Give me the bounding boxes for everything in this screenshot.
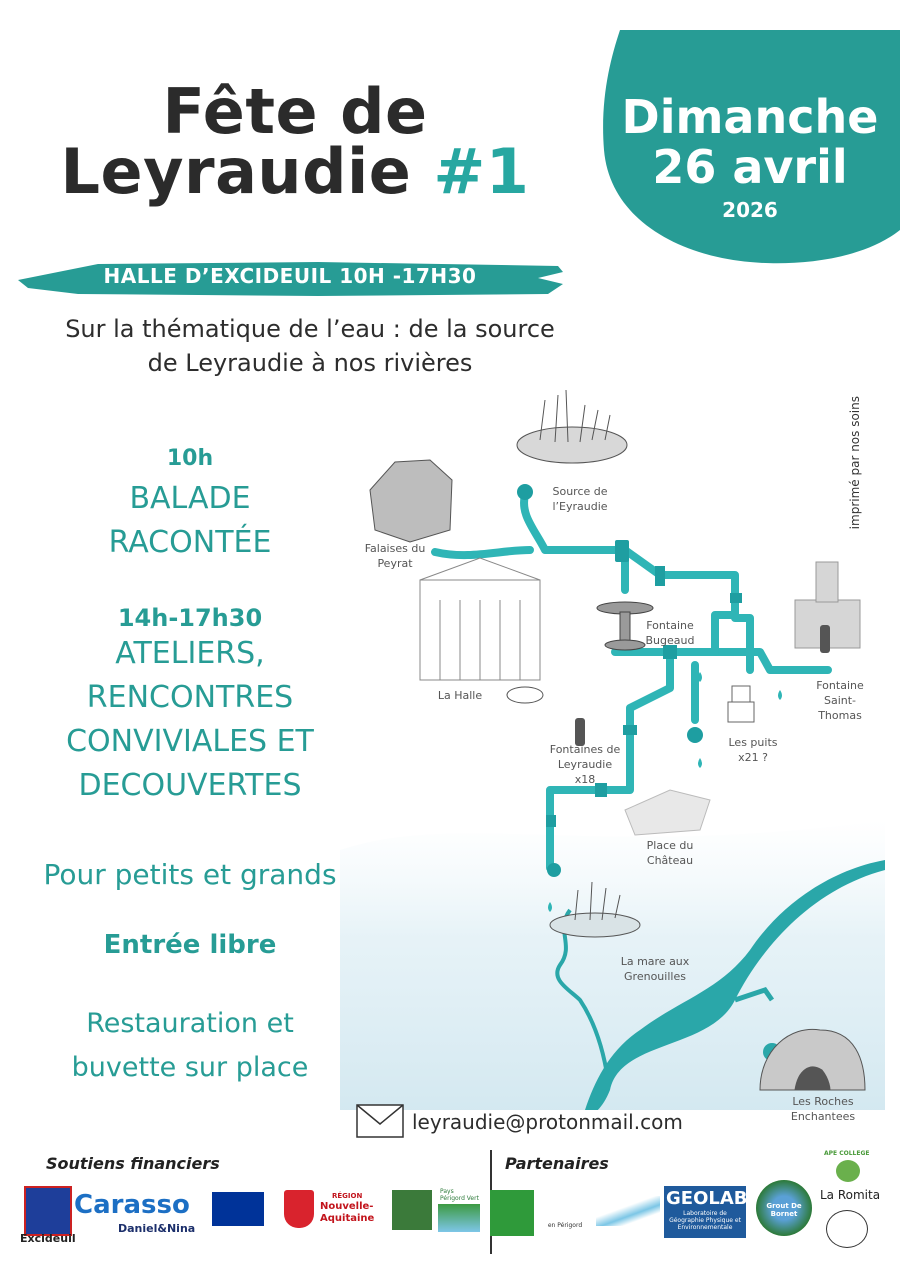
partner-logo-grout-label: Grout De Bornet: [766, 1202, 802, 1218]
title-line-2: [60, 135, 530, 208]
label-saint-thomas-line-1: Fontaine: [816, 679, 864, 692]
logo-region-word: RÉGION: [332, 1192, 363, 1200]
sketch-marsh-top: [517, 390, 627, 463]
label-puits-line-1: Les puits: [728, 736, 778, 749]
label-roches-line-2: Enchantees: [790, 1110, 856, 1123]
contact-email[interactable]: leyraudie@protonmail.com: [412, 1110, 683, 1134]
label-fontaines-line-1: Fontaines de: [549, 743, 621, 756]
label-fontaines-line-2: Leyraudie: [557, 758, 613, 771]
partner-logo-geolab: GEOLAB: [666, 1188, 748, 1209]
partner-logo-romita: La Romita: [820, 1188, 881, 1202]
afternoon-line-1: ATELIERS,: [115, 636, 265, 671]
printed-note: imprimé par nos soins: [848, 396, 862, 530]
partner-logo-geolab-sub: Laboratoire de Géographie Physique et Environnementale: [669, 1210, 741, 1231]
entry-text: Entrée libre: [103, 930, 277, 960]
logo-excideuil-label: Excideuil: [20, 1232, 76, 1245]
label-mare: [610, 954, 700, 984]
food-line-1: Restauration et: [86, 1008, 294, 1039]
label-puits: [718, 735, 788, 765]
label-chateau-line-1: Place du: [646, 839, 694, 852]
label-source-line-1: Source de: [552, 485, 608, 498]
food-text: [20, 1002, 360, 1090]
label-chateau-line-2: Château: [646, 854, 694, 867]
label-puits-line-2: x21 ?: [738, 751, 768, 764]
date-day: Dimanche: [621, 90, 879, 144]
audience-text: Pour petits et grands: [43, 858, 337, 891]
afternoon-line-2: RENCONTRES: [86, 680, 294, 715]
partner-logo-ape: APE COLLEGE: [824, 1150, 870, 1157]
label-source: [540, 484, 620, 514]
title-number: #1: [433, 135, 530, 208]
label-roches: [778, 1094, 868, 1124]
food-line-2: buvette sur place: [71, 1052, 309, 1083]
sketch-well: [728, 686, 754, 722]
venue-hours: HALLE D’EXCIDEUIL 10H -17H30: [103, 264, 477, 288]
label-chateau: [630, 838, 710, 868]
label-falaises-line-1: Falaises du: [364, 542, 426, 555]
logo-pays-image: [438, 1204, 480, 1232]
morning-line-2: RACONTÉE: [108, 525, 272, 560]
afternoon-line-3: CONVIVIALES ET: [66, 724, 314, 759]
sketch-rocks-falaises: [370, 460, 452, 542]
event-title: [60, 75, 530, 208]
sketch-manhole: [507, 687, 543, 703]
logo-leader: [392, 1190, 432, 1230]
label-mare-line-1: La mare aux: [620, 955, 690, 968]
partner-logo-romita-emblem: [826, 1210, 868, 1248]
logo-carasso: Carasso: [74, 1190, 190, 1220]
morning-time: 10h: [166, 446, 214, 471]
logo-pays: Pays Périgord Vert: [440, 1188, 479, 1202]
event-date: [610, 92, 890, 222]
envelope-icon: [356, 1104, 404, 1138]
label-bugeaud-line-1: Fontaine: [646, 619, 694, 632]
afternoon-time: 14h-17h30: [117, 604, 263, 632]
label-fontaines: [540, 742, 630, 787]
logo-region-name: Nouvelle-Aquitaine: [320, 1201, 375, 1224]
label-halle: La Halle: [437, 689, 483, 702]
logo-eu-flag: [212, 1192, 264, 1226]
label-saint-thomas-line-3: Thomas: [818, 709, 862, 722]
funding-heading: Soutiens financiers: [46, 1154, 220, 1173]
title-name: Leyraudie: [60, 135, 412, 208]
logo-region-shield: [284, 1190, 314, 1228]
label-fontaines-line-3: x18: [574, 773, 596, 786]
label-source-line-2: l’Eyraudie: [552, 500, 608, 513]
partner-logo-wave: [596, 1196, 660, 1226]
label-mare-line-2: Grenouilles: [624, 970, 686, 983]
morning-line-1: BALADE: [129, 481, 251, 516]
partner-logo-perigord: en Périgord: [547, 1222, 583, 1229]
label-falaises: [355, 541, 435, 571]
theme-line-1: Sur la thématique de l’eau : de la source: [65, 315, 555, 343]
label-roches-line-1: Les Roches: [792, 1095, 854, 1108]
label-bugeaud: [630, 618, 710, 648]
logo-carasso-sub: Daniel&Nina: [118, 1222, 196, 1235]
date-date: 26 avril: [652, 140, 848, 194]
label-saint-thomas-line-2: Saint-: [823, 694, 857, 707]
sketch-chateau: [625, 790, 710, 835]
sketch-halle: [420, 558, 540, 680]
label-bugeaud-line-2: Bugeaud: [645, 634, 695, 647]
partner-logo-ape-tree: [836, 1160, 860, 1182]
theme-text: [20, 312, 600, 380]
afternoon-program: [30, 604, 350, 808]
date-year: 2026: [722, 198, 778, 222]
partner-logo-green: [490, 1190, 534, 1236]
label-saint-thomas: [805, 678, 875, 723]
logo-excideuil: [24, 1186, 72, 1236]
label-falaises-line-2: Peyrat: [377, 557, 413, 570]
title-line-1: Fête de: [162, 75, 428, 148]
theme-line-2: de Leyraudie à nos rivières: [147, 349, 473, 377]
afternoon-line-4: DECOUVERTES: [78, 768, 302, 803]
partners-heading: Partenaires: [505, 1154, 609, 1173]
morning-program: [30, 446, 350, 565]
